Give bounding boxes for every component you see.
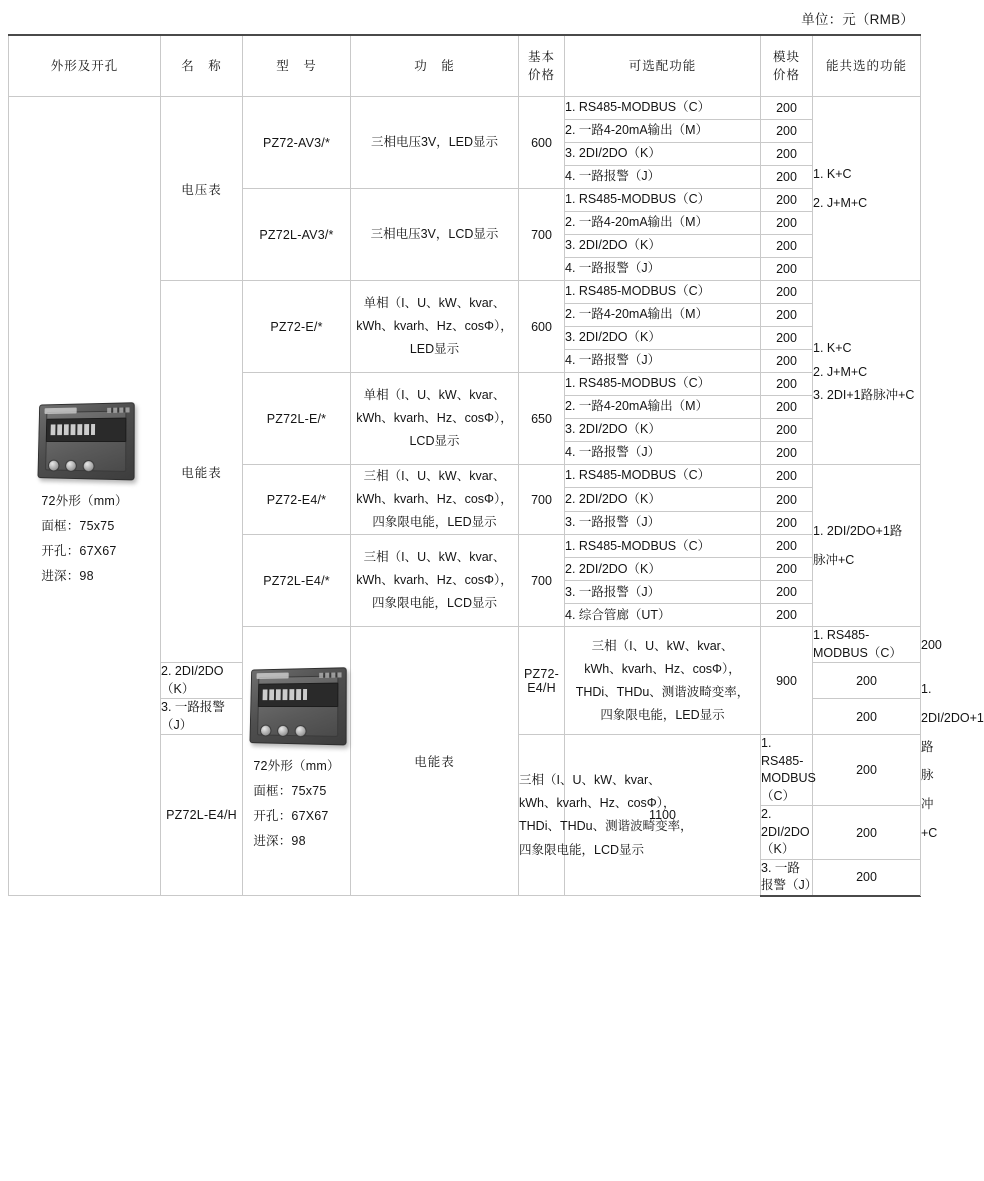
function-line: 四象限电能，LED显示	[600, 708, 725, 722]
col-header-model: 型 号	[243, 35, 351, 97]
module-price: 200	[761, 212, 813, 235]
base-price-cell: 650	[519, 373, 565, 465]
function-line: 三相（I、U、kW、kvar、	[591, 638, 734, 653]
module-price: 200	[761, 281, 813, 304]
product-price-table	[8, 34, 984, 897]
option-label: 3. 2DI/2DO（K）	[565, 143, 761, 166]
function-line: 四象限电能，LED显示	[372, 515, 497, 530]
function-line: kWh、kvarh、Hz、cosΦ），	[584, 661, 741, 676]
col-header-combination: 能共选的功能	[813, 35, 921, 97]
module-price: 200	[761, 419, 813, 442]
combination-cell	[813, 465, 921, 627]
module-price: 200	[761, 604, 813, 627]
shape-spec-line: 进深：98	[41, 569, 94, 584]
option-label: 3. 一路报警（J）	[565, 511, 761, 534]
option-label: 2. 一路4-20mA输出（M）	[565, 212, 761, 235]
function-line: LCD显示	[409, 434, 460, 449]
function-line: 四象限电能，LCD显示	[519, 842, 645, 857]
option-label: 3. 2DI/2DO（K）	[565, 419, 761, 442]
option-label: 2. 2DI/2DO（K）	[565, 558, 761, 581]
base-price-cell: 900	[761, 627, 813, 735]
option-label: 3. 2DI/2DO（K）	[565, 235, 761, 258]
function-line: 单相（I、U、kW、kvar、	[363, 387, 506, 402]
option-label: 2. 2DI/2DO（K）	[761, 806, 813, 860]
module-price: 200	[761, 488, 813, 511]
module-price: 200	[761, 373, 813, 396]
product-image-2	[249, 668, 346, 746]
shape-spec-line: 面框：75x75	[41, 519, 115, 534]
combination-cell	[813, 97, 921, 281]
function-line: THDi、THDu、测谐波畸变率，	[575, 684, 750, 699]
model-cell: PZ72L-E/*	[243, 373, 351, 465]
col-header-base-price-line1: 基本	[527, 49, 555, 64]
option-label: 4. 一路报警（J）	[565, 442, 761, 465]
option-label: 2. 一路4-20mA输出（M）	[565, 396, 761, 419]
base-price-cell: 600	[519, 281, 565, 373]
option-label: 1. RS485-MODBUS（C）	[565, 281, 761, 304]
function-line: 三相（I、U、kW、kvar、	[519, 773, 661, 788]
base-price-cell: 600	[519, 97, 565, 189]
table-header-row	[9, 35, 921, 97]
module-price: 200	[761, 143, 813, 166]
function-line: 单相（I、U、kW、kvar、	[363, 295, 506, 310]
shape-spec-2	[253, 754, 339, 854]
function-line: LED显示	[409, 342, 460, 357]
option-label: 3. 一路报警（J）	[761, 859, 813, 896]
combination-line: 2. J+M+C	[813, 195, 868, 210]
module-price: 200	[761, 581, 813, 604]
module-price: 200	[761, 258, 813, 281]
col-header-base-price	[519, 35, 565, 97]
function-line: 三相电压3V，LCD显示	[370, 226, 499, 241]
option-label: 4. 一路报警（J）	[565, 350, 761, 373]
option-label: 1. RS485-MODBUS（C）	[565, 189, 761, 212]
option-label: 1. RS485-MODBUS（C）	[565, 373, 761, 396]
shape-cell-1	[9, 97, 161, 896]
module-price: 200	[761, 442, 813, 465]
function-cell	[565, 627, 761, 735]
function-line: kWh、kvarh、Hz、cosΦ），	[519, 796, 676, 811]
base-price-cell: 700	[519, 189, 565, 281]
module-price: 200	[761, 558, 813, 581]
option-label: 1. RS485-MODBUS（C）	[813, 627, 921, 663]
combination-line: 2. J+M+C	[813, 364, 868, 379]
base-price-cell: 700	[519, 535, 565, 627]
option-label: 2. 2DI/2DO（K）	[565, 488, 761, 511]
model-cell: PZ72-E4/*	[243, 465, 351, 535]
combination-line: 1. 2DI/2DO+1路	[813, 523, 903, 538]
product-image-1	[37, 402, 134, 480]
module-price: 200	[813, 735, 921, 806]
option-label: 2. 一路4-20mA输出（M）	[565, 304, 761, 327]
function-cell	[351, 373, 519, 465]
module-price: 200	[761, 97, 813, 120]
col-header-base-price-line2: 价格	[527, 68, 555, 82]
module-price: 200	[761, 350, 813, 373]
function-line: kWh、kvarh、Hz、cosΦ），	[356, 492, 513, 507]
model-cell: PZ72-E4/H	[519, 627, 565, 735]
function-line: 四象限电能，LCD显示	[371, 596, 497, 611]
group-name-energy: 电能表	[161, 281, 243, 663]
function-line: 三相（I、U、kW、kvar、	[363, 550, 506, 565]
shape-spec-1	[41, 489, 127, 589]
col-header-function: 功 能	[351, 35, 519, 97]
function-cell	[351, 97, 519, 189]
combination-cell	[813, 281, 921, 465]
option-label: 4. 一路报警（J）	[565, 258, 761, 281]
base-price-cell: 1100	[565, 735, 761, 896]
shape-spec-line: 72外形（mm）	[41, 494, 128, 509]
combination-line: 脉冲+C	[813, 552, 855, 567]
module-price: 200	[761, 304, 813, 327]
model-cell: PZ72-E/*	[243, 281, 351, 373]
function-line: kWh、kvarh、Hz、cosΦ），	[356, 318, 513, 333]
unit-note: 单位：元（RMB）	[801, 12, 914, 27]
col-header-optional: 可选配功能	[565, 35, 761, 97]
option-label: 2. 一路4-20mA输出（M）	[565, 120, 761, 143]
shape-spec-line: 开孔：67X67	[253, 809, 329, 824]
col-header-module-price	[761, 35, 813, 97]
base-price-cell: 700	[519, 465, 565, 535]
model-cell: PZ72-AV3/*	[243, 97, 351, 189]
module-price: 200	[761, 189, 813, 212]
module-price: 200	[813, 699, 921, 735]
group-name-energy2: 电能表	[351, 627, 519, 896]
option-label: 3. 2DI/2DO（K）	[565, 327, 761, 350]
option-label: 1. RS485-MODBUS（C）	[565, 535, 761, 558]
function-line: kWh、kvarh、Hz、cosΦ），	[356, 410, 513, 425]
combination-line: 1. K+C	[813, 340, 852, 355]
function-cell	[351, 281, 519, 373]
option-label: 2. 2DI/2DO（K）	[161, 663, 243, 699]
shape-cell-2	[243, 627, 351, 896]
module-price: 200	[813, 806, 921, 860]
model-cell: PZ72L-AV3/*	[243, 189, 351, 281]
model-cell: PZ72L-E4/H	[161, 735, 243, 896]
group-name-voltage: 电压表	[161, 97, 243, 281]
option-label: 4. 一路报警（J）	[565, 166, 761, 189]
shape-spec-line: 开孔：67X67	[41, 544, 117, 559]
table-row: 72外形（mm） 面框：75x75 开孔：67X67 进深：98 电能表 PZ72-E4/H 三相（I、U、kW、kvar、 kWh、kvarh、Hz、cosΦ）， THDi、THDu、测谐波畸变率， 四象限电能，LED显示 900 1. RS485-MODBUS（C） 200 1. 2DI/2DO+1路 脉冲+C	[9, 627, 921, 663]
module-price: 200	[761, 235, 813, 258]
module-price: 200	[813, 859, 921, 896]
combination-line: 3. 2DI+1路脉冲+C	[813, 388, 915, 403]
shape-spec-line: 72外形（mm）	[253, 759, 340, 774]
col-header-shape: 外形及开孔	[9, 35, 161, 97]
option-label: 1. RS485-MODBUS（C）	[761, 735, 813, 806]
module-price: 200	[761, 535, 813, 558]
col-header-module-price-line1: 模块	[772, 49, 800, 64]
function-cell	[351, 189, 519, 281]
table-row	[9, 97, 921, 120]
function-line: kWh、kvarh、Hz、cosΦ），	[356, 573, 513, 588]
module-price: 200	[761, 511, 813, 534]
shape-spec-line: 进深：98	[253, 834, 306, 849]
module-price: 200	[761, 396, 813, 419]
combination-line: 1. K+C	[813, 166, 852, 181]
function-cell	[351, 535, 519, 627]
module-price: 200	[761, 327, 813, 350]
function-line: 三相（I、U、kW、kvar、	[363, 469, 506, 483]
module-price: 200	[813, 663, 921, 699]
model-cell: PZ72L-E4/*	[243, 535, 351, 627]
option-label: 3. 一路报警（J）	[565, 581, 761, 604]
option-label: 1. RS485-MODBUS（C）	[565, 465, 761, 488]
option-label: 1. RS485-MODBUS（C）	[565, 97, 761, 120]
function-line: THDi、THDu、测谐波畸变率，	[519, 819, 693, 834]
option-label: 3. 一路报警（J）	[161, 699, 243, 735]
col-header-module-price-line2: 价格	[772, 68, 800, 82]
col-header-name: 名 称	[161, 35, 243, 97]
module-price: 200	[761, 120, 813, 143]
function-line: 三相电压3V，LED显示	[370, 134, 499, 149]
shape-spec-line: 面框：75x75	[253, 784, 327, 799]
module-price: 200	[761, 166, 813, 189]
module-price: 200	[761, 465, 813, 488]
option-label: 4. 综合管廊（UT）	[565, 604, 761, 627]
function-cell	[351, 465, 519, 535]
